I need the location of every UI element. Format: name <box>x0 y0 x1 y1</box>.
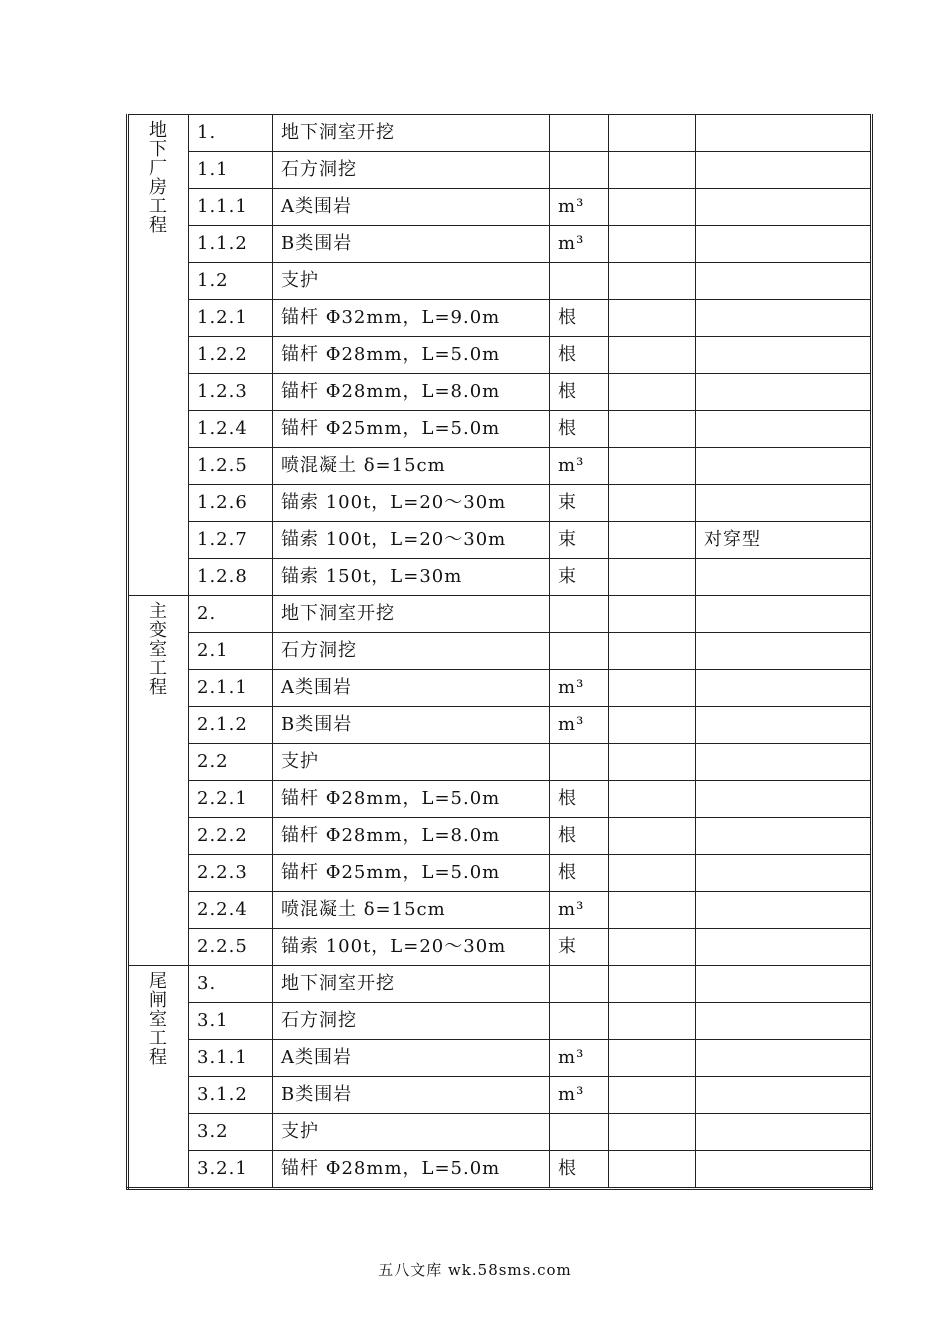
item-number-cell: 3.2 <box>189 1114 273 1151</box>
item-name-cell: 石方洞挖 <box>273 152 550 189</box>
quantity-cell <box>609 929 696 966</box>
note-cell <box>696 485 872 522</box>
note-cell <box>696 1040 872 1077</box>
table-row <box>128 1114 872 1151</box>
item-name-cell: 锚索 100t，L=20～30m <box>273 929 550 966</box>
note-cell <box>696 596 872 633</box>
item-number-cell: 3.1.1 <box>189 1040 273 1077</box>
quantity-cell <box>609 522 696 559</box>
unit-cell: 束 <box>550 929 609 966</box>
quantity-cell <box>609 189 696 226</box>
note-cell <box>696 337 872 374</box>
quantity-cell <box>609 855 696 892</box>
item-name-cell: B类围岩 <box>273 707 550 744</box>
note-cell <box>696 152 872 189</box>
quantity-cell <box>609 115 696 152</box>
unit-cell: 束 <box>550 522 609 559</box>
item-number-cell: 2.2.1 <box>189 781 273 818</box>
note-cell <box>696 707 872 744</box>
item-number-cell: 1.2.5 <box>189 448 273 485</box>
item-name-cell: B类围岩 <box>273 226 550 263</box>
item-number-cell: 2.1.2 <box>189 707 273 744</box>
item-number-cell: 1.1 <box>189 152 273 189</box>
item-name-cell: 锚杆 Φ25mm，L=5.0m <box>273 855 550 892</box>
item-name-cell: 喷混凝土 δ=15cm <box>273 892 550 929</box>
item-name-cell: 支护 <box>273 1114 550 1151</box>
item-name-cell: A类围岩 <box>273 670 550 707</box>
note-cell: 对穿型 <box>696 522 872 559</box>
quantity-cell <box>609 596 696 633</box>
table-row <box>128 226 872 263</box>
item-name-cell: 地下洞室开挖 <box>273 596 550 633</box>
quantity-table <box>126 114 873 1190</box>
quantity-cell <box>609 374 696 411</box>
unit-cell: m³ <box>550 707 609 744</box>
item-number-cell: 2.2.3 <box>189 855 273 892</box>
note-cell <box>696 892 872 929</box>
note-cell <box>696 263 872 300</box>
unit-cell: 束 <box>550 485 609 522</box>
table-row <box>128 670 872 707</box>
table-row <box>128 966 872 1003</box>
unit-cell: 根 <box>550 411 609 448</box>
quantity-cell <box>609 818 696 855</box>
item-number-cell: 3.1.2 <box>189 1077 273 1114</box>
unit-cell <box>550 115 609 152</box>
item-number-cell: 1.2.4 <box>189 411 273 448</box>
table-row <box>128 152 872 189</box>
unit-cell <box>550 744 609 781</box>
table-body <box>128 115 872 1189</box>
note-cell <box>696 781 872 818</box>
table-row <box>128 929 872 966</box>
item-number-cell: 3.2.1 <box>189 1151 273 1189</box>
item-number-cell: 2.2.4 <box>189 892 273 929</box>
table-row <box>128 596 872 633</box>
item-name-cell: 支护 <box>273 263 550 300</box>
item-name-cell: 锚杆 Φ32mm，L=9.0m <box>273 300 550 337</box>
unit-cell: 根 <box>550 855 609 892</box>
item-name-cell: 喷混凝土 δ=15cm <box>273 448 550 485</box>
item-number-cell: 1.2.6 <box>189 485 273 522</box>
item-name-cell: A类围岩 <box>273 1040 550 1077</box>
unit-cell: m³ <box>550 448 609 485</box>
quantity-cell <box>609 633 696 670</box>
unit-cell: 根 <box>550 781 609 818</box>
item-number-cell: 2.2.5 <box>189 929 273 966</box>
item-name-cell: 地下洞室开挖 <box>273 115 550 152</box>
item-name-cell: 锚杆 Φ25mm，L=5.0m <box>273 411 550 448</box>
quantity-cell <box>609 300 696 337</box>
table-row <box>128 263 872 300</box>
unit-cell <box>550 152 609 189</box>
quantity-cell <box>609 966 696 1003</box>
note-cell <box>696 633 872 670</box>
section-cell <box>128 115 189 596</box>
item-number-cell: 1.1.2 <box>189 226 273 263</box>
item-number-cell: 2. <box>189 596 273 633</box>
quantity-cell <box>609 1077 696 1114</box>
section-cell <box>128 596 189 966</box>
note-cell <box>696 189 872 226</box>
note-cell <box>696 744 872 781</box>
item-number-cell: 1.2 <box>189 263 273 300</box>
item-name-cell: B类围岩 <box>273 1077 550 1114</box>
quantity-cell <box>609 448 696 485</box>
section-label: 地下厂房工程 <box>149 120 168 236</box>
table-row <box>128 744 872 781</box>
note-cell <box>696 966 872 1003</box>
unit-cell <box>550 596 609 633</box>
quantity-cell <box>609 263 696 300</box>
unit-cell: 根 <box>550 374 609 411</box>
note-cell <box>696 670 872 707</box>
unit-cell: m³ <box>550 892 609 929</box>
item-name-cell: 锚索 100t，L=20～30m <box>273 522 550 559</box>
quantity-cell <box>609 226 696 263</box>
quantity-cell <box>609 411 696 448</box>
item-name-cell: 石方洞挖 <box>273 1003 550 1040</box>
table-row <box>128 189 872 226</box>
item-name-cell: 锚杆 Φ28mm，L=8.0m <box>273 818 550 855</box>
table-row <box>128 781 872 818</box>
unit-cell: 束 <box>550 559 609 596</box>
table-row <box>128 1003 872 1040</box>
table-row <box>128 818 872 855</box>
unit-cell <box>550 1114 609 1151</box>
unit-cell <box>550 263 609 300</box>
item-number-cell: 2.1 <box>189 633 273 670</box>
item-name-cell: 锚杆 Φ28mm，L=5.0m <box>273 781 550 818</box>
note-cell <box>696 818 872 855</box>
quantity-cell <box>609 892 696 929</box>
table-row <box>128 374 872 411</box>
unit-cell <box>550 1003 609 1040</box>
quantity-cell <box>609 781 696 818</box>
item-number-cell: 2.2 <box>189 744 273 781</box>
quantity-cell <box>609 1040 696 1077</box>
item-name-cell: 锚索 100t，L=20～30m <box>273 485 550 522</box>
unit-cell: m³ <box>550 226 609 263</box>
quantity-cell <box>609 670 696 707</box>
unit-cell: m³ <box>550 1040 609 1077</box>
quantity-cell <box>609 707 696 744</box>
item-name-cell: 锚杆 Φ28mm，L=5.0m <box>273 1151 550 1189</box>
item-number-cell: 1.2.2 <box>189 337 273 374</box>
item-number-cell: 2.1.1 <box>189 670 273 707</box>
table-row <box>128 448 872 485</box>
table-row <box>128 522 872 559</box>
note-cell <box>696 115 872 152</box>
note-cell <box>696 226 872 263</box>
table-row <box>128 559 872 596</box>
quantity-cell <box>609 1003 696 1040</box>
item-number-cell: 3.1 <box>189 1003 273 1040</box>
item-name-cell: 石方洞挖 <box>273 633 550 670</box>
item-number-cell: 1.2.7 <box>189 522 273 559</box>
table-row <box>128 1151 872 1189</box>
quantity-cell <box>609 1114 696 1151</box>
note-cell <box>696 1114 872 1151</box>
note-cell <box>696 374 872 411</box>
item-name-cell: 支护 <box>273 744 550 781</box>
unit-cell: m³ <box>550 1077 609 1114</box>
page-footer: 五八文库 wk.58sms.com <box>378 1261 572 1279</box>
note-cell <box>696 1077 872 1114</box>
item-name-cell: 地下洞室开挖 <box>273 966 550 1003</box>
section-label: 主变室工程 <box>149 601 168 698</box>
unit-cell: 根 <box>550 337 609 374</box>
unit-cell: 根 <box>550 300 609 337</box>
item-number-cell: 1.1.1 <box>189 189 273 226</box>
table-row <box>128 485 872 522</box>
note-cell <box>696 411 872 448</box>
section-label: 尾闸室工程 <box>149 971 168 1068</box>
table-row <box>128 633 872 670</box>
item-name-cell: A类围岩 <box>273 189 550 226</box>
note-cell <box>696 929 872 966</box>
table-row <box>128 1040 872 1077</box>
unit-cell: 根 <box>550 1151 609 1189</box>
quantity-cell <box>609 337 696 374</box>
table-row <box>128 1077 872 1114</box>
table-row <box>128 855 872 892</box>
quantity-cell <box>609 559 696 596</box>
unit-cell <box>550 633 609 670</box>
item-number-cell: 1.2.3 <box>189 374 273 411</box>
item-number-cell: 1. <box>189 115 273 152</box>
item-number-cell: 3. <box>189 966 273 1003</box>
item-number-cell: 1.2.1 <box>189 300 273 337</box>
section-cell <box>128 966 189 1189</box>
table-row <box>128 411 872 448</box>
unit-cell <box>550 966 609 1003</box>
table-row <box>128 337 872 374</box>
note-cell <box>696 1151 872 1189</box>
unit-cell: 根 <box>550 818 609 855</box>
quantity-cell <box>609 1151 696 1189</box>
quantity-cell <box>609 152 696 189</box>
unit-cell: m³ <box>550 189 609 226</box>
item-number-cell: 2.2.2 <box>189 818 273 855</box>
quantity-cell <box>609 744 696 781</box>
note-cell <box>696 1003 872 1040</box>
note-cell <box>696 559 872 596</box>
table-row <box>128 892 872 929</box>
item-number-cell: 1.2.8 <box>189 559 273 596</box>
unit-cell: m³ <box>550 670 609 707</box>
table-row <box>128 707 872 744</box>
item-name-cell: 锚杆 Φ28mm，L=5.0m <box>273 337 550 374</box>
table-row <box>128 300 872 337</box>
note-cell <box>696 300 872 337</box>
quantity-cell <box>609 485 696 522</box>
table-row <box>128 115 872 152</box>
note-cell <box>696 855 872 892</box>
item-name-cell: 锚杆 Φ28mm，L=8.0m <box>273 374 550 411</box>
item-name-cell: 锚索 150t，L=30m <box>273 559 550 596</box>
note-cell <box>696 448 872 485</box>
